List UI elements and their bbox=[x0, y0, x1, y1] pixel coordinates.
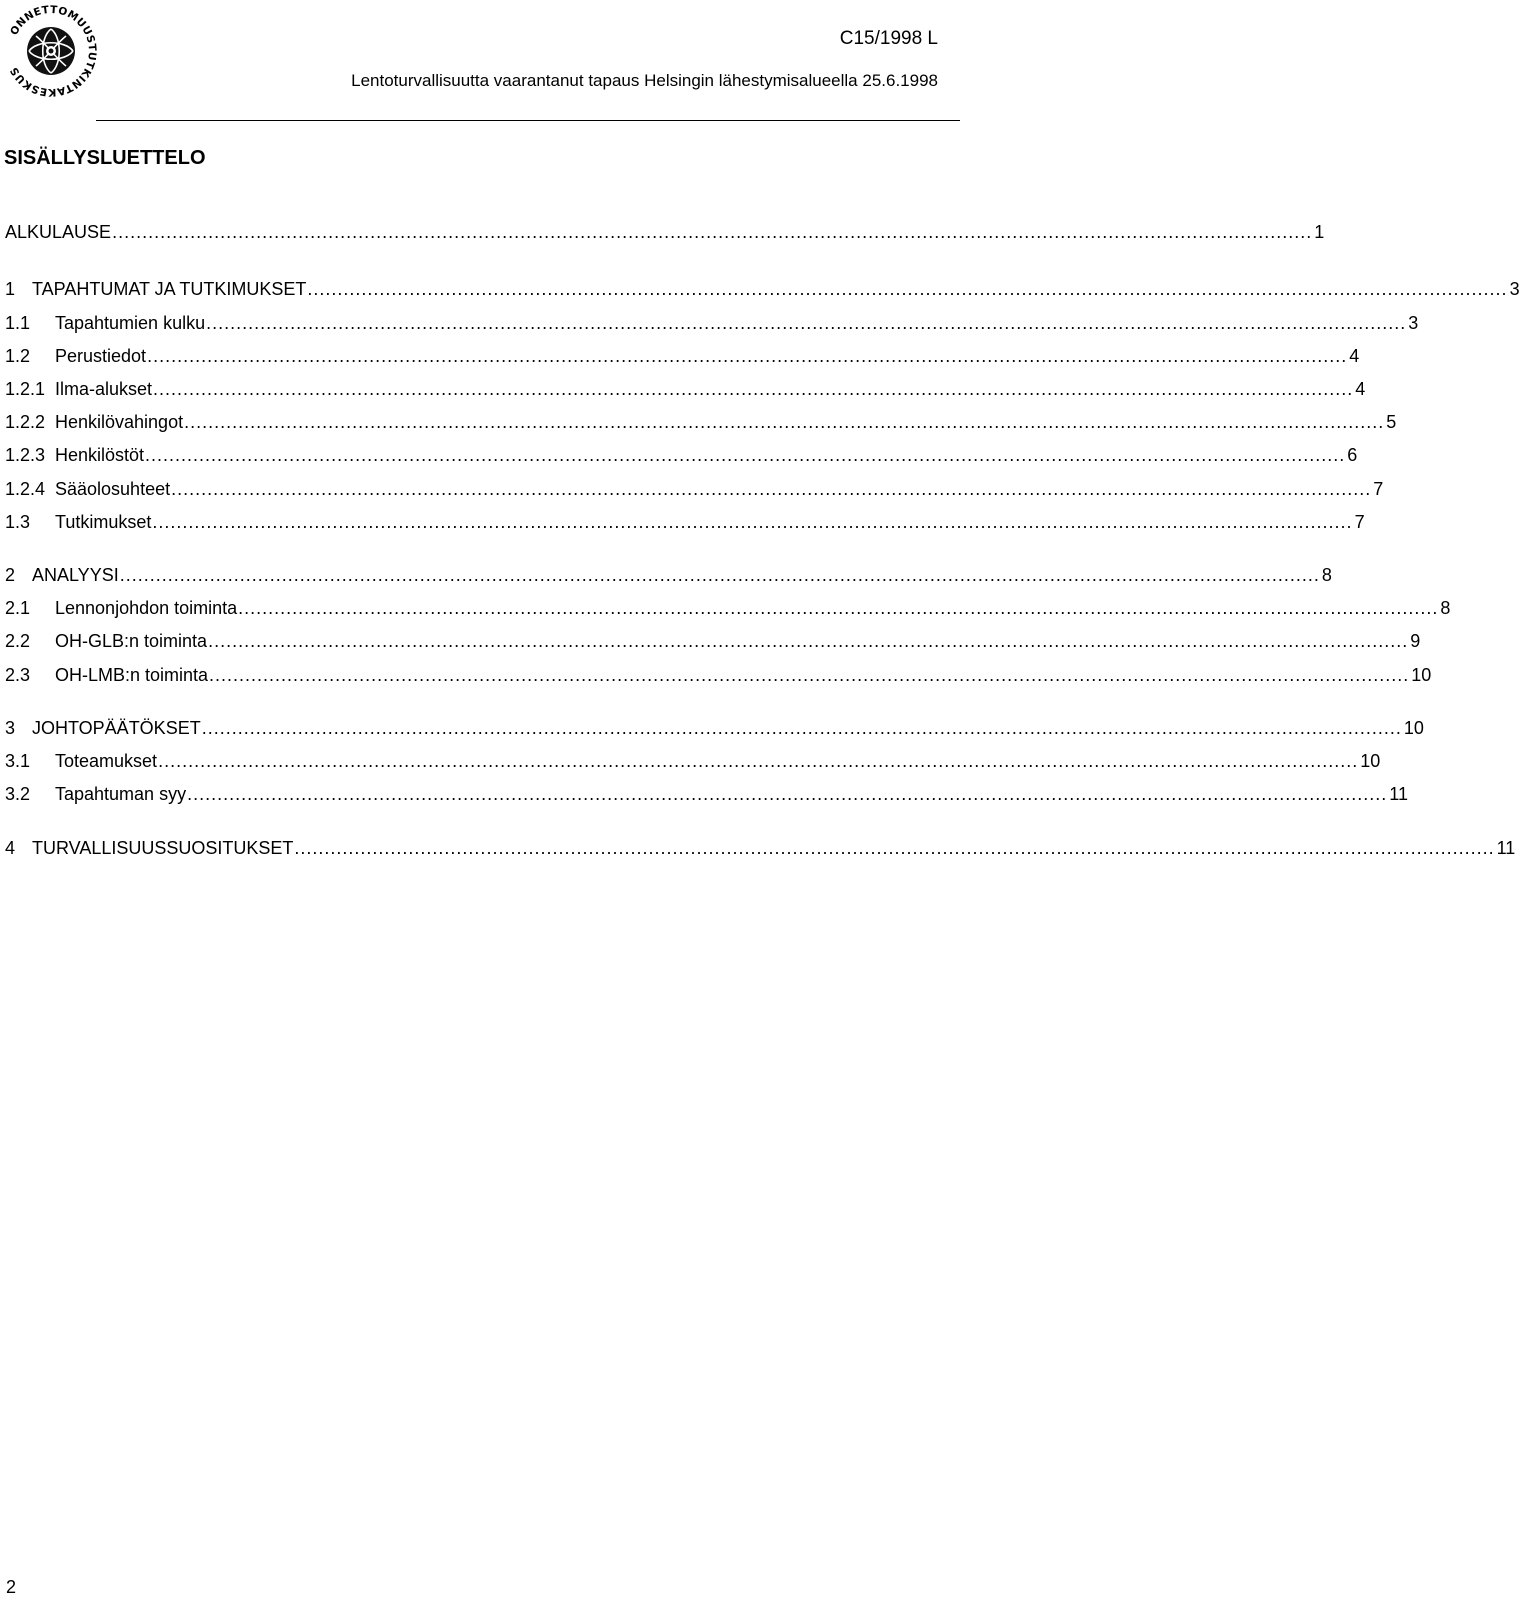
toc-entry bbox=[0, 718, 1424, 744]
toc-leader-dots: ........................................................................................................................................................................................................ bbox=[294, 838, 1495, 858]
toc-entry-title: Toteamukset bbox=[55, 751, 158, 771]
toc-entry-number: 1.3 bbox=[5, 512, 31, 532]
toc-entry-number: 4 bbox=[5, 838, 16, 858]
toc-entry-page: 9 bbox=[1410, 631, 1421, 651]
toc-entry bbox=[0, 598, 1451, 624]
toc-leader-dots: ........................................................................................................................................................................................................ bbox=[158, 751, 1359, 771]
toc-leader-dots: ........................................................................................................................................................................................................ bbox=[209, 665, 1410, 685]
toc-entry-title: Ilma-alukset bbox=[55, 379, 153, 399]
toc-entry bbox=[0, 279, 1520, 305]
toc-leader-dots: ........................................................................................................................................................................................................ bbox=[153, 379, 1354, 399]
toc-entry-page: 4 bbox=[1349, 346, 1360, 366]
toc-entry-title: Tapahtumien kulku bbox=[55, 313, 206, 333]
toc-entry-title: ANALYYSI bbox=[32, 565, 119, 585]
toc-entry-title: Lennonjohdon toiminta bbox=[55, 598, 238, 618]
toc-entry-page: 1 bbox=[1314, 222, 1325, 242]
toc-entry-title: Sääolosuhteet bbox=[55, 479, 171, 499]
toc-leader-dots: ........................................................................................................................................................................................................ bbox=[152, 512, 1353, 532]
toc-entry-number: 1.2.3 bbox=[5, 445, 46, 465]
toc-entry bbox=[0, 512, 1365, 538]
toc-entry-page: 8 bbox=[1321, 565, 1332, 585]
toc-entry-page: 10 bbox=[1411, 665, 1432, 685]
toc-entry-page: 10 bbox=[1360, 751, 1381, 771]
toc-entry-page: 4 bbox=[1355, 379, 1366, 399]
toc-entry bbox=[0, 313, 1419, 339]
document-code: C15/1998 L bbox=[839, 28, 938, 49]
toc-entry-title: TURVALLISUUSSUOSITUKSET bbox=[32, 838, 294, 858]
page-number: 2 bbox=[6, 1577, 17, 1597]
toc-entry-title: Henkilöstöt bbox=[55, 445, 145, 465]
toc-entry bbox=[0, 838, 1516, 864]
toc-entry-page: 5 bbox=[1386, 412, 1397, 432]
toc-entry-title: Perustiedot bbox=[55, 346, 147, 366]
svg-text:ONNETTOMUUSTUTKINTAKESKUS: ONNETTOMUUSTUTKINTAKESKUS bbox=[8, 3, 99, 99]
toc-entry-page: 6 bbox=[1347, 445, 1358, 465]
toc-entry-number: 3 bbox=[5, 718, 16, 738]
toc-entry-page: 8 bbox=[1440, 598, 1451, 618]
toc-entry-number: 1 bbox=[5, 279, 16, 299]
toc-leader-dots: ........................................................................................................................................................................................................ bbox=[184, 412, 1385, 432]
toc-leader-dots: ........................................................................................................................................................................................................ bbox=[171, 479, 1372, 499]
toc-leader-dots: ........................................................................................................................................................................................................ bbox=[208, 631, 1409, 651]
toc-entry-title: TAPAHTUMAT JA TUTKIMUKSET bbox=[32, 279, 307, 299]
toc-entry-page: 11 bbox=[1496, 838, 1516, 858]
toc-entry bbox=[0, 346, 1360, 372]
toc-entry-title: ALKULAUSE bbox=[5, 222, 112, 242]
toc-entry-page: 3 bbox=[1509, 279, 1520, 299]
toc-entry-title: Tutkimukset bbox=[55, 512, 152, 532]
toc-entry-number: 2.1 bbox=[5, 598, 31, 618]
toc-heading: SISÄLLYSLUETTELO bbox=[4, 147, 206, 169]
document-subtitle: Lentoturvallisuutta vaarantanut tapaus Helsingin lähestymisalueella 25.6.1998 bbox=[351, 71, 938, 90]
agency-logo bbox=[2, 2, 100, 100]
toc-entry-number: 3.1 bbox=[5, 751, 31, 771]
toc-entry-page: 10 bbox=[1403, 718, 1424, 738]
toc-entry-number: 1.2.4 bbox=[5, 479, 46, 499]
toc-entry-title: Tapahtuman syy bbox=[55, 784, 187, 804]
toc-entry-title: Henkilövahingot bbox=[55, 412, 184, 432]
toc-entry-number: 1.2.2 bbox=[5, 412, 46, 432]
toc-leader-dots: ........................................................................................................................................................................................................ bbox=[201, 718, 1402, 738]
toc-leader-dots: ........................................................................................................................................................................................................ bbox=[238, 598, 1439, 618]
agency-seal-icon bbox=[2, 2, 100, 100]
toc-entry bbox=[0, 222, 1325, 248]
toc-entry-number: 2.3 bbox=[5, 665, 31, 685]
toc-entry-page: 3 bbox=[1408, 313, 1419, 333]
toc-leader-dots: ........................................................................................................................................................................................................ bbox=[147, 346, 1348, 366]
toc-entry-number: 2.2 bbox=[5, 631, 31, 651]
toc-entry bbox=[0, 412, 1397, 438]
toc-entry-page: 7 bbox=[1354, 512, 1365, 532]
toc-entry-number: 1.1 bbox=[5, 313, 31, 333]
toc-entry bbox=[0, 665, 1432, 691]
toc-entry-number: 1.2 bbox=[5, 346, 31, 366]
toc-leader-dots: ........................................................................................................................................................................................................ bbox=[187, 784, 1388, 804]
toc-leader-dots: ........................................................................................................................................................................................................ bbox=[307, 279, 1508, 299]
toc-entry bbox=[0, 784, 1408, 810]
toc-entry-number: 3.2 bbox=[5, 784, 31, 804]
toc-leader-dots: ........................................................................................................................................................................................................ bbox=[119, 565, 1320, 585]
toc-leader-dots: ........................................................................................................................................................................................................ bbox=[206, 313, 1407, 333]
toc-leader-dots: ........................................................................................................................................................................................................ bbox=[145, 445, 1346, 465]
toc-entry-title: OH-LMB:n toiminta bbox=[55, 665, 209, 685]
toc-entry bbox=[0, 445, 1358, 471]
toc-entry-title: OH-GLB:n toiminta bbox=[55, 631, 208, 651]
toc-entry-page: 7 bbox=[1373, 479, 1384, 499]
toc-entry bbox=[0, 751, 1381, 777]
toc-leader-dots: ........................................................................................................................................................................................................ bbox=[112, 222, 1313, 242]
toc-entry bbox=[0, 565, 1332, 591]
toc-entry bbox=[0, 631, 1421, 657]
toc-entry bbox=[0, 379, 1366, 405]
toc-entry-number: 1.2.1 bbox=[5, 379, 46, 399]
toc-entry-title: JOHTOPÄÄTÖKSET bbox=[32, 718, 201, 738]
toc-entry bbox=[0, 479, 1384, 505]
toc-entry-page: 11 bbox=[1389, 784, 1408, 804]
toc-entry-number: 2 bbox=[5, 565, 16, 585]
header-divider bbox=[96, 120, 960, 121]
